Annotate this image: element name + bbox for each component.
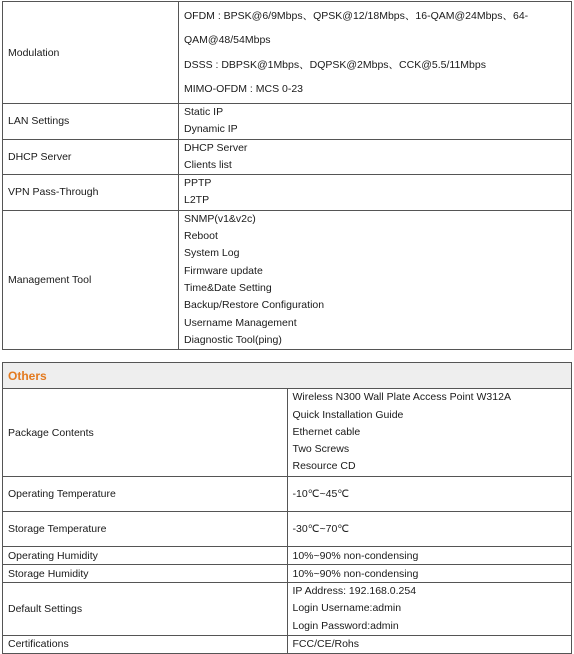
spec-table-network	[2, 1, 572, 350]
table-row	[3, 2, 572, 104]
row-label: Storage Humidity	[3, 565, 288, 583]
row-value: OFDM : BPSK@6/9Mbps、QPSK@12/18Mbps、16-QAM@24Mbps、64- QAM@48/54Mbps DSSS : DBPSK@1Mbps、DQPSK@2Mbps、CCK@5.5/11Mbps MIMO-OFDM : MCS 0-23	[179, 2, 572, 104]
row-value: SNMP(v1&v2c) Reboot System Log Firmware update Time&Date Setting Backup/Restore Configuration Username Management Diagnostic Tool(ping)	[179, 210, 572, 349]
row-value: IP Address: 192.168.0.254 Login Username:admin Login Password:admin	[287, 583, 572, 636]
row-label: Package Contents	[3, 389, 288, 477]
row-value: Wireless N300 Wall Plate Access Point W312A Quick Installation Guide Ethernet cable Two Screws Resource CD	[287, 389, 572, 477]
table-row	[3, 512, 572, 547]
table-row	[3, 477, 572, 512]
row-value: 10%~90% non-condensing	[287, 565, 572, 583]
row-label: Management Tool	[3, 210, 179, 349]
section-header-row	[3, 363, 572, 389]
table-row	[3, 210, 572, 349]
row-label: VPN Pass-Through	[3, 175, 179, 211]
row-label: Certifications	[3, 635, 288, 653]
table-row	[3, 583, 572, 636]
section-title: Others	[3, 363, 572, 389]
table-row	[3, 175, 572, 211]
table-row	[3, 389, 572, 477]
row-label: Operating Temperature	[3, 477, 288, 512]
row-value: 10%~90% non-condensing	[287, 547, 572, 565]
row-value: PPTP L2TP	[179, 175, 572, 211]
spec-table-others	[2, 362, 572, 654]
row-label: Storage Temperature	[3, 512, 288, 547]
table-row	[3, 139, 572, 175]
row-value: -10℃~45℃	[287, 477, 572, 512]
row-label: Default Settings	[3, 583, 288, 636]
table-row	[3, 635, 572, 653]
row-value: DHCP Server Clients list	[179, 139, 572, 175]
table-row	[3, 104, 572, 140]
row-value: FCC/CE/Rohs	[287, 635, 572, 653]
table-row	[3, 565, 572, 583]
table-row	[3, 547, 572, 565]
row-value: Static IP Dynamic IP	[179, 104, 572, 140]
row-label: Modulation	[3, 2, 179, 104]
row-value: -30℃~70℃	[287, 512, 572, 547]
row-label: DHCP Server	[3, 139, 179, 175]
row-label: Operating Humidity	[3, 547, 288, 565]
row-label: LAN Settings	[3, 104, 179, 140]
